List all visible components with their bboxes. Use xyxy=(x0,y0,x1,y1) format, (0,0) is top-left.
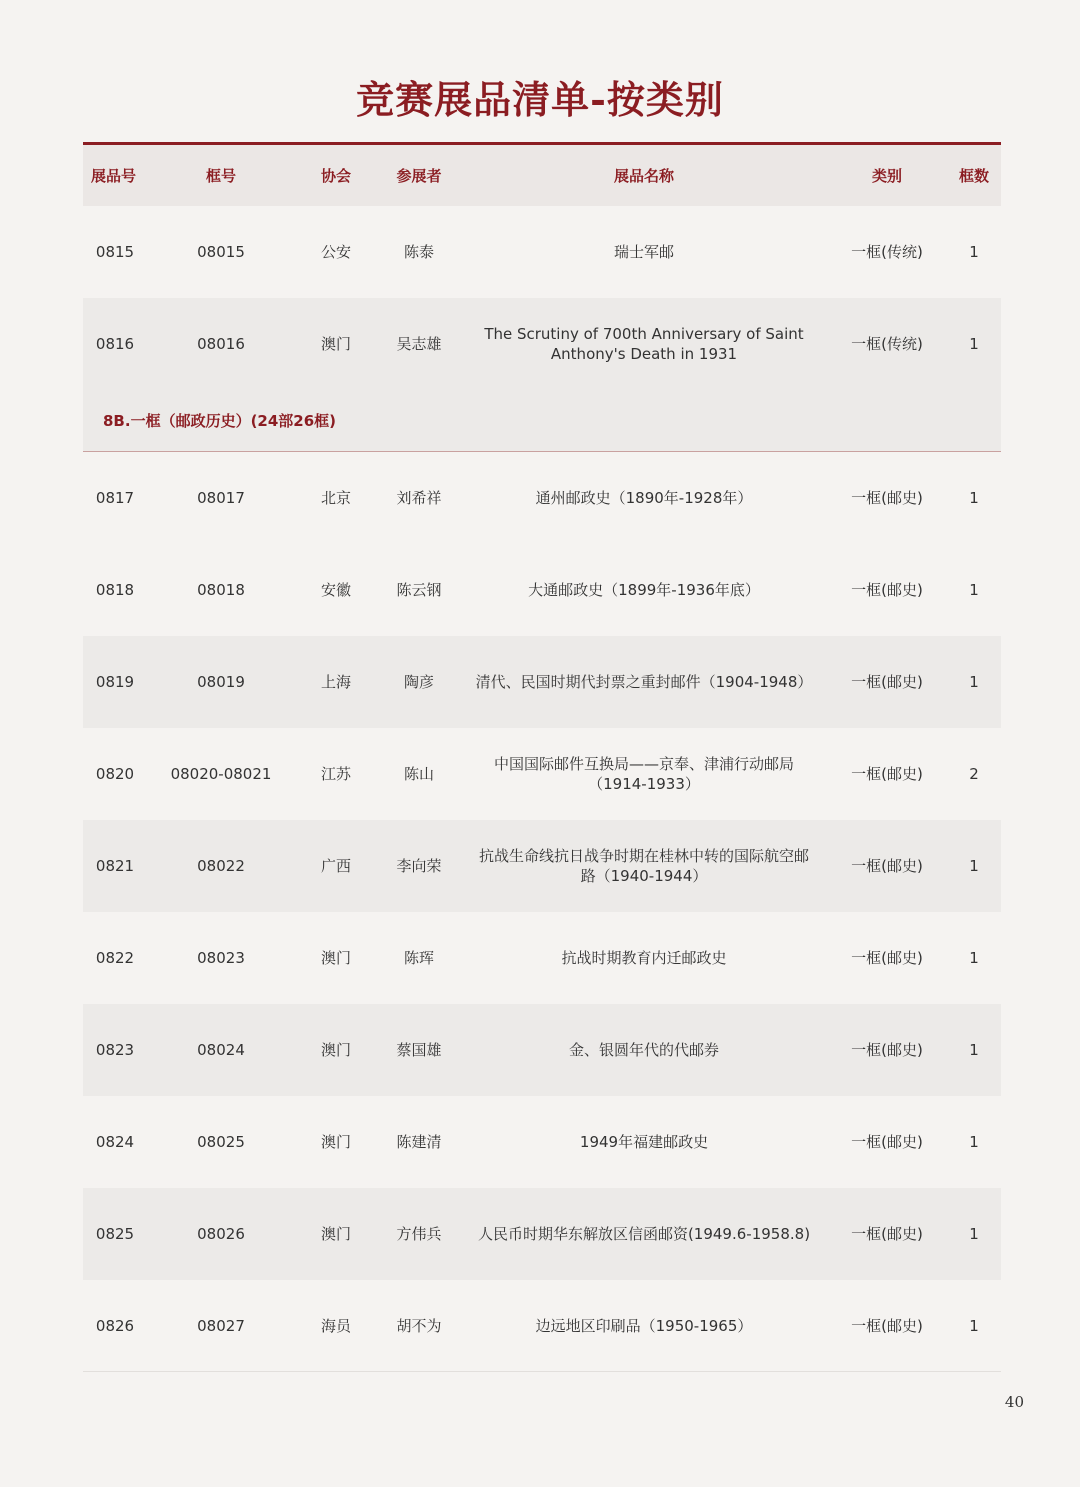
cell-assoc: 澳门 xyxy=(320,1225,351,1243)
cell-frames: 1 xyxy=(969,1225,979,1243)
cell-no: 0822 xyxy=(95,949,135,967)
cell-category: 一框(邮史) xyxy=(851,1316,923,1335)
table-header xyxy=(83,145,1001,206)
table-row xyxy=(83,1280,1001,1372)
cell-frames: 1 xyxy=(969,581,979,599)
cell-assoc: 上海 xyxy=(320,673,351,691)
cell-category: 一框(传统) xyxy=(851,335,923,353)
cell-category: 一框(邮史) xyxy=(851,857,923,875)
table-row xyxy=(83,728,1001,820)
cell-frames: 1 xyxy=(969,1316,979,1335)
page-title: 竞赛展品清单-按类别 xyxy=(356,77,724,122)
cell-assoc: 广西 xyxy=(320,857,351,875)
cell-exhibitor: 吴志雄 xyxy=(396,335,442,353)
cell-frame: 08022 xyxy=(197,857,245,875)
cell-frame: 08017 xyxy=(197,489,245,507)
cell-category: 一框(邮史) xyxy=(851,673,923,691)
cell-exhibitor: 陈山 xyxy=(403,765,434,783)
cell-frames: 1 xyxy=(969,1041,979,1059)
table-row xyxy=(83,298,1001,390)
cell-exhibitor: 陈建清 xyxy=(396,1133,442,1151)
cell-frame: 08027 xyxy=(197,1316,245,1335)
header-assoc: 协会 xyxy=(320,166,351,185)
cell-assoc: 公安 xyxy=(320,243,351,261)
cell-category: 一框(邮史) xyxy=(851,1225,923,1243)
header-no: 展品号 xyxy=(91,166,137,185)
cell-frame: 08016 xyxy=(197,335,245,353)
cell-name: The Scrutiny of 700th Anniversary of Saint Anthony's Death in 1931 xyxy=(484,325,804,363)
table-row xyxy=(83,912,1001,1004)
cell-frame: 08024 xyxy=(197,1041,245,1059)
cell-no: 0820 xyxy=(95,765,135,783)
table-row xyxy=(83,1096,1001,1188)
cell-name: 中国国际邮件互换局——京奉、津浦行动邮局（1914-1933） xyxy=(493,755,794,793)
cell-frame: 08015 xyxy=(197,243,245,261)
cell-assoc: 澳门 xyxy=(320,1133,351,1151)
cell-exhibitor: 蔡国雄 xyxy=(396,1041,442,1059)
cell-no: 0817 xyxy=(95,489,135,507)
page-number: 40 xyxy=(1004,1393,1024,1411)
cell-frames: 1 xyxy=(969,857,979,875)
cell-frames: 1 xyxy=(969,673,979,691)
cell-name: 人民币时期华东解放区信函邮资(1949.6-1958.8) xyxy=(477,1225,811,1243)
exhibit-table xyxy=(83,142,1001,1372)
cell-no: 0816 xyxy=(95,335,135,353)
cell-category: 一框(邮史) xyxy=(851,1133,923,1151)
cell-frames: 1 xyxy=(969,1133,979,1151)
header-category: 类别 xyxy=(871,166,902,185)
cell-name: 大通邮政史（1899年-1936年底） xyxy=(528,581,760,599)
cell-no: 0818 xyxy=(95,581,135,599)
cell-assoc: 安徽 xyxy=(320,581,351,599)
cell-name: 边远地区印刷品（1950-1965） xyxy=(535,1316,753,1335)
cell-assoc: 北京 xyxy=(320,489,351,507)
cell-assoc: 江苏 xyxy=(320,765,351,783)
table-row xyxy=(83,1004,1001,1096)
cell-frames: 1 xyxy=(969,335,979,353)
table-row xyxy=(83,1188,1001,1280)
header-frames: 框数 xyxy=(958,166,989,185)
cell-no: 0819 xyxy=(95,673,135,691)
cell-exhibitor: 陈珲 xyxy=(403,949,434,967)
cell-exhibitor: 陈云钢 xyxy=(396,581,442,599)
cell-name: 通州邮政史（1890年-1928年） xyxy=(535,489,753,507)
cell-no: 0821 xyxy=(95,857,135,875)
cell-exhibitor: 刘希祥 xyxy=(396,489,442,507)
cell-exhibitor: 李向荣 xyxy=(396,857,442,875)
cell-name: 金、银圆年代的代邮券 xyxy=(568,1041,719,1059)
header-exhibitor: 参展者 xyxy=(396,166,442,185)
cell-category: 一框(邮史) xyxy=(851,1041,923,1059)
cell-frame: 08025 xyxy=(197,1133,245,1151)
cell-frame: 08019 xyxy=(197,673,245,691)
cell-name: 1949年福建邮政史 xyxy=(579,1133,709,1151)
cell-assoc: 澳门 xyxy=(320,335,351,353)
cell-category: 一框(传统) xyxy=(851,243,923,261)
cell-category: 一框(邮史) xyxy=(851,765,923,783)
table-row xyxy=(83,206,1001,298)
cell-exhibitor: 陶彦 xyxy=(403,673,434,691)
cell-category: 一框(邮史) xyxy=(851,581,923,599)
header-name: 展品名称 xyxy=(613,166,674,185)
cell-no: 0824 xyxy=(95,1133,135,1151)
cell-frames: 1 xyxy=(969,243,979,261)
cell-exhibitor: 方伟兵 xyxy=(396,1225,442,1243)
cell-assoc: 澳门 xyxy=(320,1041,351,1059)
cell-name: 清代、民国时期代封票之重封邮件（1904-1948） xyxy=(475,673,813,691)
cell-frames: 1 xyxy=(969,489,979,507)
header-frame: 框号 xyxy=(205,166,236,185)
cell-name: 抗战生命线抗日战争时期在桂林中转的国际航空邮路（1940-1944） xyxy=(478,847,809,885)
cell-frame: 08026 xyxy=(197,1225,245,1243)
cell-frames: 1 xyxy=(969,949,979,967)
cell-exhibitor: 胡不为 xyxy=(396,1316,442,1335)
cell-name: 抗战时期教育内迁邮政史 xyxy=(561,949,727,967)
cell-name: 瑞士军邮 xyxy=(613,243,674,261)
section-label: 8B.一框（邮政历史）(24部26框) xyxy=(83,390,1001,452)
table-row xyxy=(83,820,1001,912)
cell-frame: 08020-08021 xyxy=(170,765,272,783)
cell-no: 0826 xyxy=(95,1316,135,1335)
cell-no: 0815 xyxy=(95,243,135,261)
cell-no: 0823 xyxy=(95,1041,135,1059)
cell-assoc: 澳门 xyxy=(320,949,351,967)
cell-category: 一框(邮史) xyxy=(851,489,923,507)
table-row xyxy=(83,452,1001,544)
cell-exhibitor: 陈泰 xyxy=(403,243,434,261)
table-row xyxy=(83,636,1001,728)
cell-category: 一框(邮史) xyxy=(851,949,923,967)
cell-assoc: 海员 xyxy=(320,1316,351,1335)
cell-frame: 08023 xyxy=(197,949,245,967)
cell-no: 0825 xyxy=(95,1225,135,1243)
cell-frames: 2 xyxy=(969,765,979,783)
table-row xyxy=(83,544,1001,636)
cell-frame: 08018 xyxy=(197,581,245,599)
